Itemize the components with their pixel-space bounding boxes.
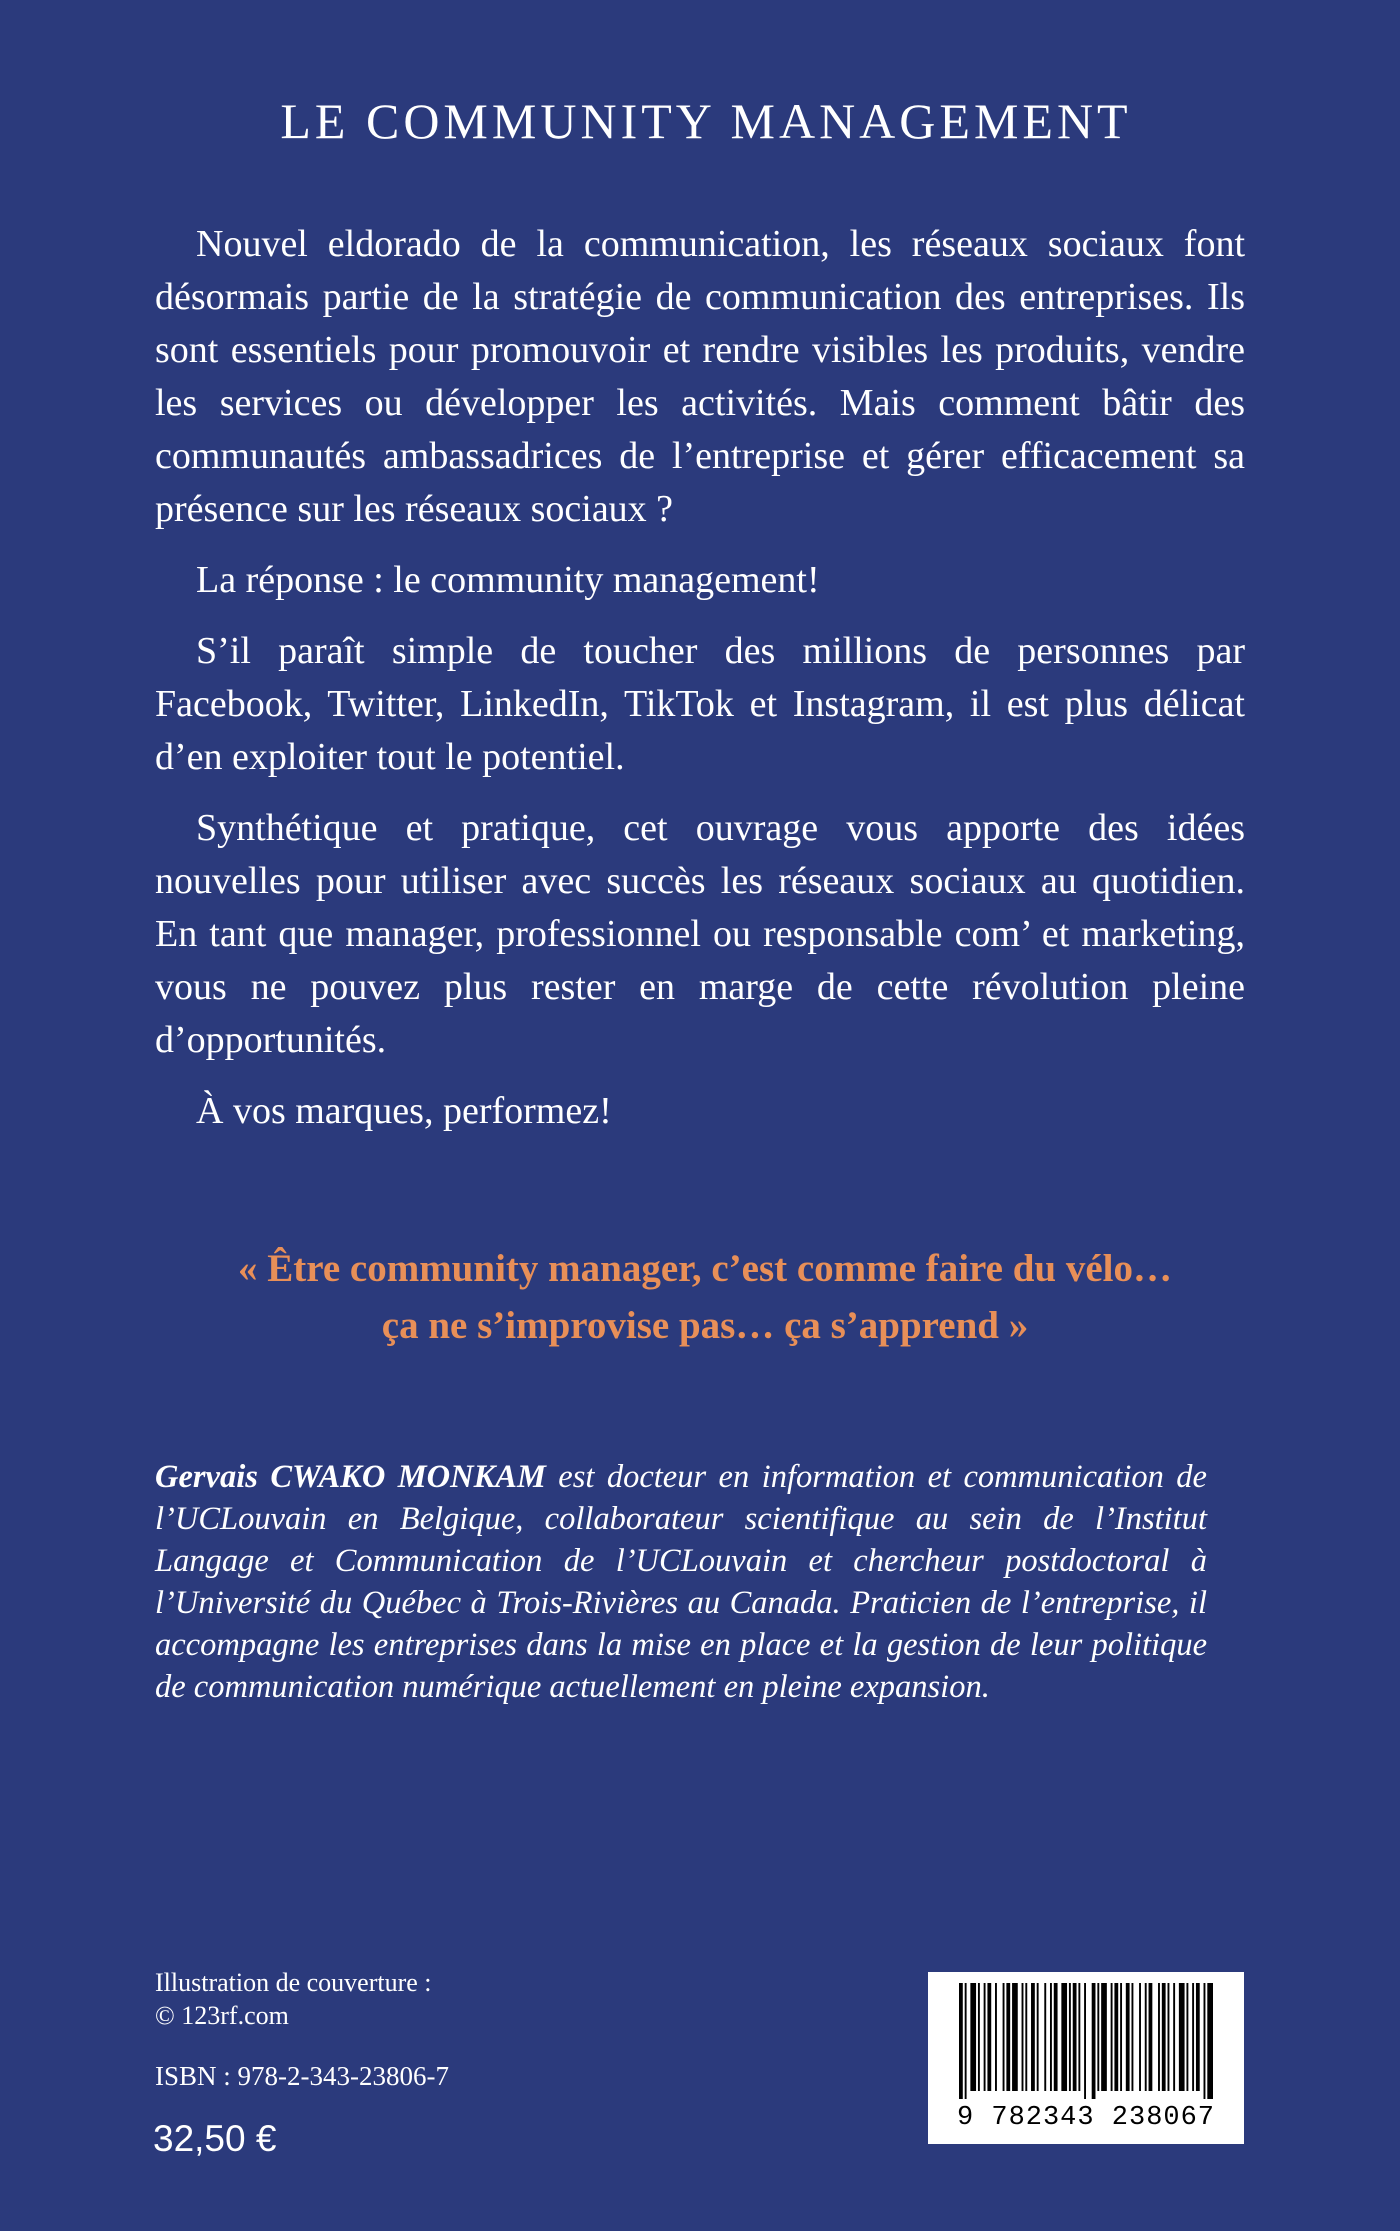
barcode-bar (984, 1983, 986, 2091)
barcode-bar (1111, 1983, 1113, 2091)
barcode-bar (1131, 1983, 1133, 2091)
barcode-bar (1173, 1983, 1175, 2091)
price: 32,50 € (153, 2118, 277, 2159)
barcode-bar (1207, 1983, 1213, 2099)
description-paragraph: À vos marques, performez! (196, 1090, 612, 1132)
barcode-bar (1037, 1983, 1039, 2091)
quote-line: ça ne s’improvise pas… ça s’apprend » (381, 1304, 1029, 1347)
barcode-bar (1114, 1983, 1118, 2091)
barcode-bar (965, 1983, 967, 2099)
barcode-bar (1204, 1983, 1206, 2099)
author-bio-text: est docteur en information et communication de l’UCLouvain en Belgique, collaborateur scientifique au sein de l’Institut Langage et Communication de l’UCLouvain et chercheur postdoctoral à l’Université du Québec à Trois-Rivières au Canada. Praticien de l’entreprise, il accompagne les entreprises dans la mise en place et la gestion de leur politique de communication numérique actuellement en pleine expansion. (155, 1459, 1207, 1705)
barcode-bar (1097, 1983, 1099, 2091)
quote-line: « Être community manager, c’est comme faire du vélo… (237, 1247, 1172, 1290)
pull-quote (0, 1240, 1400, 1354)
barcode-bar (1145, 1983, 1147, 2091)
description-paragraph: La réponse : le community management! (196, 559, 820, 601)
barcode-bar (1073, 1983, 1077, 2091)
barcode-bar (1179, 1983, 1185, 2091)
barcode-bar (1168, 1983, 1170, 2091)
author-name: Gervais CWAKO MONKAM (155, 1459, 546, 1495)
barcode-bar (1126, 1983, 1130, 2091)
barcode-bar (1186, 1983, 1188, 2091)
barcode-bar (1012, 1983, 1018, 2091)
barcode-bar (970, 1983, 976, 2091)
barcode-bar (1025, 1983, 1027, 2091)
barcode-bar (995, 1983, 997, 2091)
barcode-bar (1101, 1983, 1107, 2091)
barcode-digits: 9 782343 238067 (956, 2103, 1216, 2133)
description (155, 218, 1245, 1156)
description-paragraph: Nouvel eldorado de la communication, les réseaux sociaux font désormais partie de la stratégie de communication des entreprises. Ils sont essentiels pour promouvoir et rendre visibles les produits, vendre les services ou développer les activités. Mais comment bâtir des communautés ambassadrices de l’entreprise et gérer efficacement sa présence sur les réseaux sociaux ? (155, 223, 1245, 530)
barcode-bar (1120, 1983, 1122, 2091)
barcode-bar (1054, 1983, 1058, 2091)
barcode-bar (987, 1983, 991, 2091)
credit-label: Illustration de couverture : (155, 1968, 432, 1997)
barcode-bar (1196, 1983, 1200, 2091)
barcode-bar (1006, 1983, 1010, 2091)
barcode-bar (1092, 1983, 1096, 2099)
isbn: ISBN : 978-2-343-23806-7 (155, 2061, 449, 2091)
barcode-bar (1192, 1983, 1194, 2091)
barcode-bar (978, 1983, 980, 2091)
barcode-bar (1139, 1983, 1141, 2091)
barcode-bar (1050, 1983, 1052, 2091)
barcode-bar (1069, 1983, 1071, 2091)
author-bio (155, 1456, 1207, 1708)
barcode-bar (1003, 1983, 1005, 2091)
barcode-bar (1022, 1983, 1024, 2091)
barcode-bar (1084, 1983, 1086, 2099)
barcode-bar (1162, 1983, 1166, 2091)
cover-credit (155, 1966, 432, 2032)
barcode-bar (1031, 1983, 1035, 2091)
barcode-bar (959, 1983, 963, 2099)
barcode-bar (1149, 1983, 1153, 2091)
description-paragraph: Synthétique et pratique, cet ouvrage vous apporte des idées nouvelles pour utiliser avec succès les réseaux sociaux au quotidien. En tant que manager, professionnel ou responsable com’ et marketing, vous ne pouvez plus rester en marge de cette révolution pleine d’opportunités. (155, 807, 1245, 1061)
credit-source: © 123rf.com (155, 2001, 289, 2030)
barcode-bar (1078, 1983, 1080, 2091)
barcode-bar (1158, 1983, 1160, 2091)
book-title: LE COMMUNITY MANAGEMENT (280, 93, 1132, 149)
barcode-bars (959, 1983, 1213, 2099)
barcode-bar (1044, 1983, 1046, 2091)
description-paragraph: S’il paraît simple de toucher des millions de personnes par Facebook, Twitter, LinkedIn, TikTok et Instagram, il est plus délicat d’en exploiter tout le potentiel. (155, 630, 1245, 778)
barcode-bar (1061, 1983, 1067, 2091)
barcode (928, 1972, 1244, 2144)
